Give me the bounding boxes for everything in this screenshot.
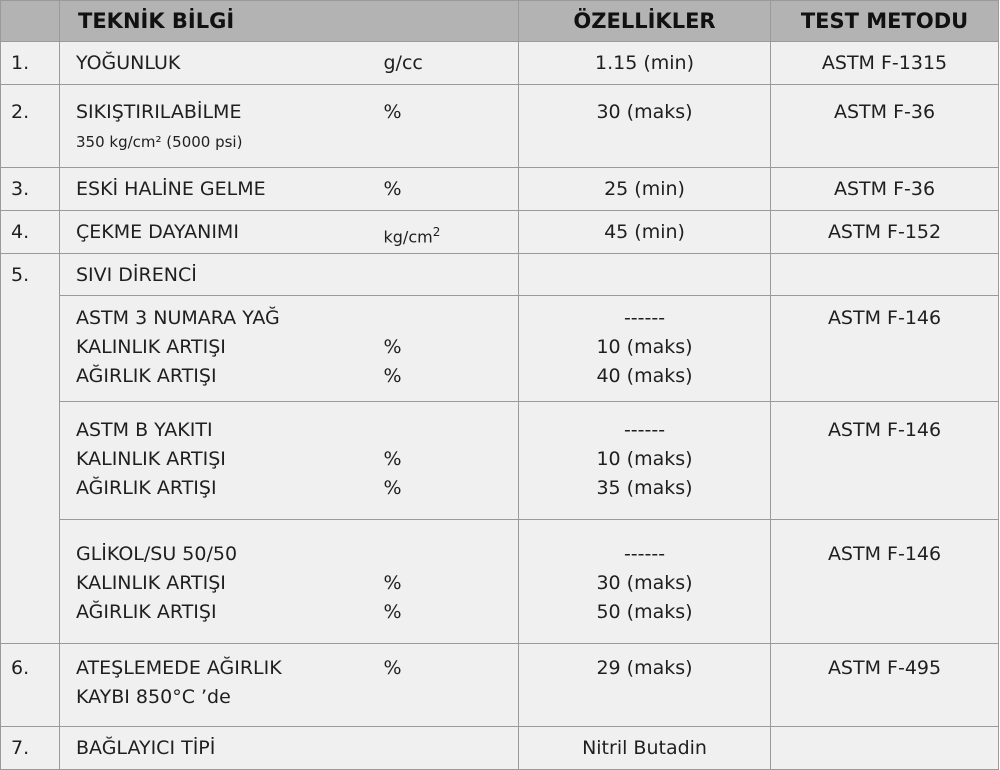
property-name: ASTM 3 NUMARA YAĞ KALINLIK ARTIŞI AĞIRLIK ARTIŞI <box>60 296 382 402</box>
property-value: ------ 10 (maks) 35 (maks) <box>519 402 771 520</box>
property-value <box>519 254 771 296</box>
property-value: 1.15 (min) <box>519 42 771 85</box>
property-unit: $kg/cm^2$ <box>382 211 519 254</box>
property-unit: % % <box>382 520 519 644</box>
test-method: ASTM F-146 <box>771 402 999 520</box>
property-unit: g/cc <box>382 42 519 85</box>
property-name: ATEŞLEMEDE AĞIRLIK KAYBI 850°C ’de <box>60 644 382 727</box>
property-unit: % <box>382 644 519 727</box>
property-unit <box>382 254 519 296</box>
table-row <box>1 42 999 85</box>
test-method: ASTM F-152 <box>771 211 999 254</box>
property-value: Nitril Butadin <box>519 727 771 770</box>
property-value: 29 (maks) <box>519 644 771 727</box>
header-row <box>1 1 999 42</box>
table-row <box>1 211 999 254</box>
test-method: ASTM F-36 <box>771 168 999 211</box>
row-number: 4. <box>1 211 60 254</box>
property-value: 25 (min) <box>519 168 771 211</box>
test-method <box>771 254 999 296</box>
property-name: ÇEKME DAYANIMI <box>60 211 382 254</box>
table-row <box>1 85 999 168</box>
header-row-number-cell <box>1 1 60 42</box>
header-properties: ÖZELLİKLER <box>519 1 771 42</box>
header-test-method: TEST METODU <box>771 1 999 42</box>
test-method: ASTM F-146 <box>771 520 999 644</box>
test-method: ASTM F-146 <box>771 296 999 402</box>
table-row <box>1 168 999 211</box>
property-unit <box>382 727 519 770</box>
row-number: 5. <box>1 254 60 644</box>
table-row <box>1 520 999 644</box>
property-value: ------ 30 (maks) 50 (maks) <box>519 520 771 644</box>
property-unit: % <box>382 168 519 211</box>
table-row <box>1 254 999 296</box>
property-name: ESKİ HALİNE GELME <box>60 168 382 211</box>
table-row <box>1 296 999 402</box>
property-value: 45 (min) <box>519 211 771 254</box>
test-method: ASTM F-1315 <box>771 42 999 85</box>
row-number: 6. <box>1 644 60 727</box>
row-number: 3. <box>1 168 60 211</box>
property-sub-condition: 350 kg/cm² (5000 psi) <box>76 133 243 151</box>
row-number: 2. <box>1 85 60 168</box>
property-name: SIVI DİRENCİ <box>60 254 382 296</box>
header-technical-info: TEKNİK BİLGİ <box>60 1 519 42</box>
property-unit: % <box>382 85 519 168</box>
property-name: GLİKOL/SU 50/50 KALINLIK ARTIŞI AĞIRLIK ARTIŞI <box>60 520 382 644</box>
test-method <box>771 727 999 770</box>
test-method: ASTM F-495 <box>771 644 999 727</box>
table-row <box>1 727 999 770</box>
property-name: ASTM B YAKITI KALINLIK ARTIŞI AĞIRLIK ARTIŞI <box>60 402 382 520</box>
property-value: ------ 10 (maks) 40 (maks) <box>519 296 771 402</box>
row-number: 1. <box>1 42 60 85</box>
row-number: 7. <box>1 727 60 770</box>
property-name: YOĞUNLUK <box>60 42 382 85</box>
property-unit: % % <box>382 402 519 520</box>
property-name: BAĞLAYICI TİPİ <box>60 727 382 770</box>
table-row <box>1 402 999 520</box>
table-row <box>1 644 999 727</box>
property-value: 30 (maks) <box>519 85 771 168</box>
property-name: SIKIŞTIRILABİLME 350 kg/cm² (5000 psi) <box>60 85 382 168</box>
test-method: ASTM F-36 <box>771 85 999 168</box>
property-unit: % % <box>382 296 519 402</box>
